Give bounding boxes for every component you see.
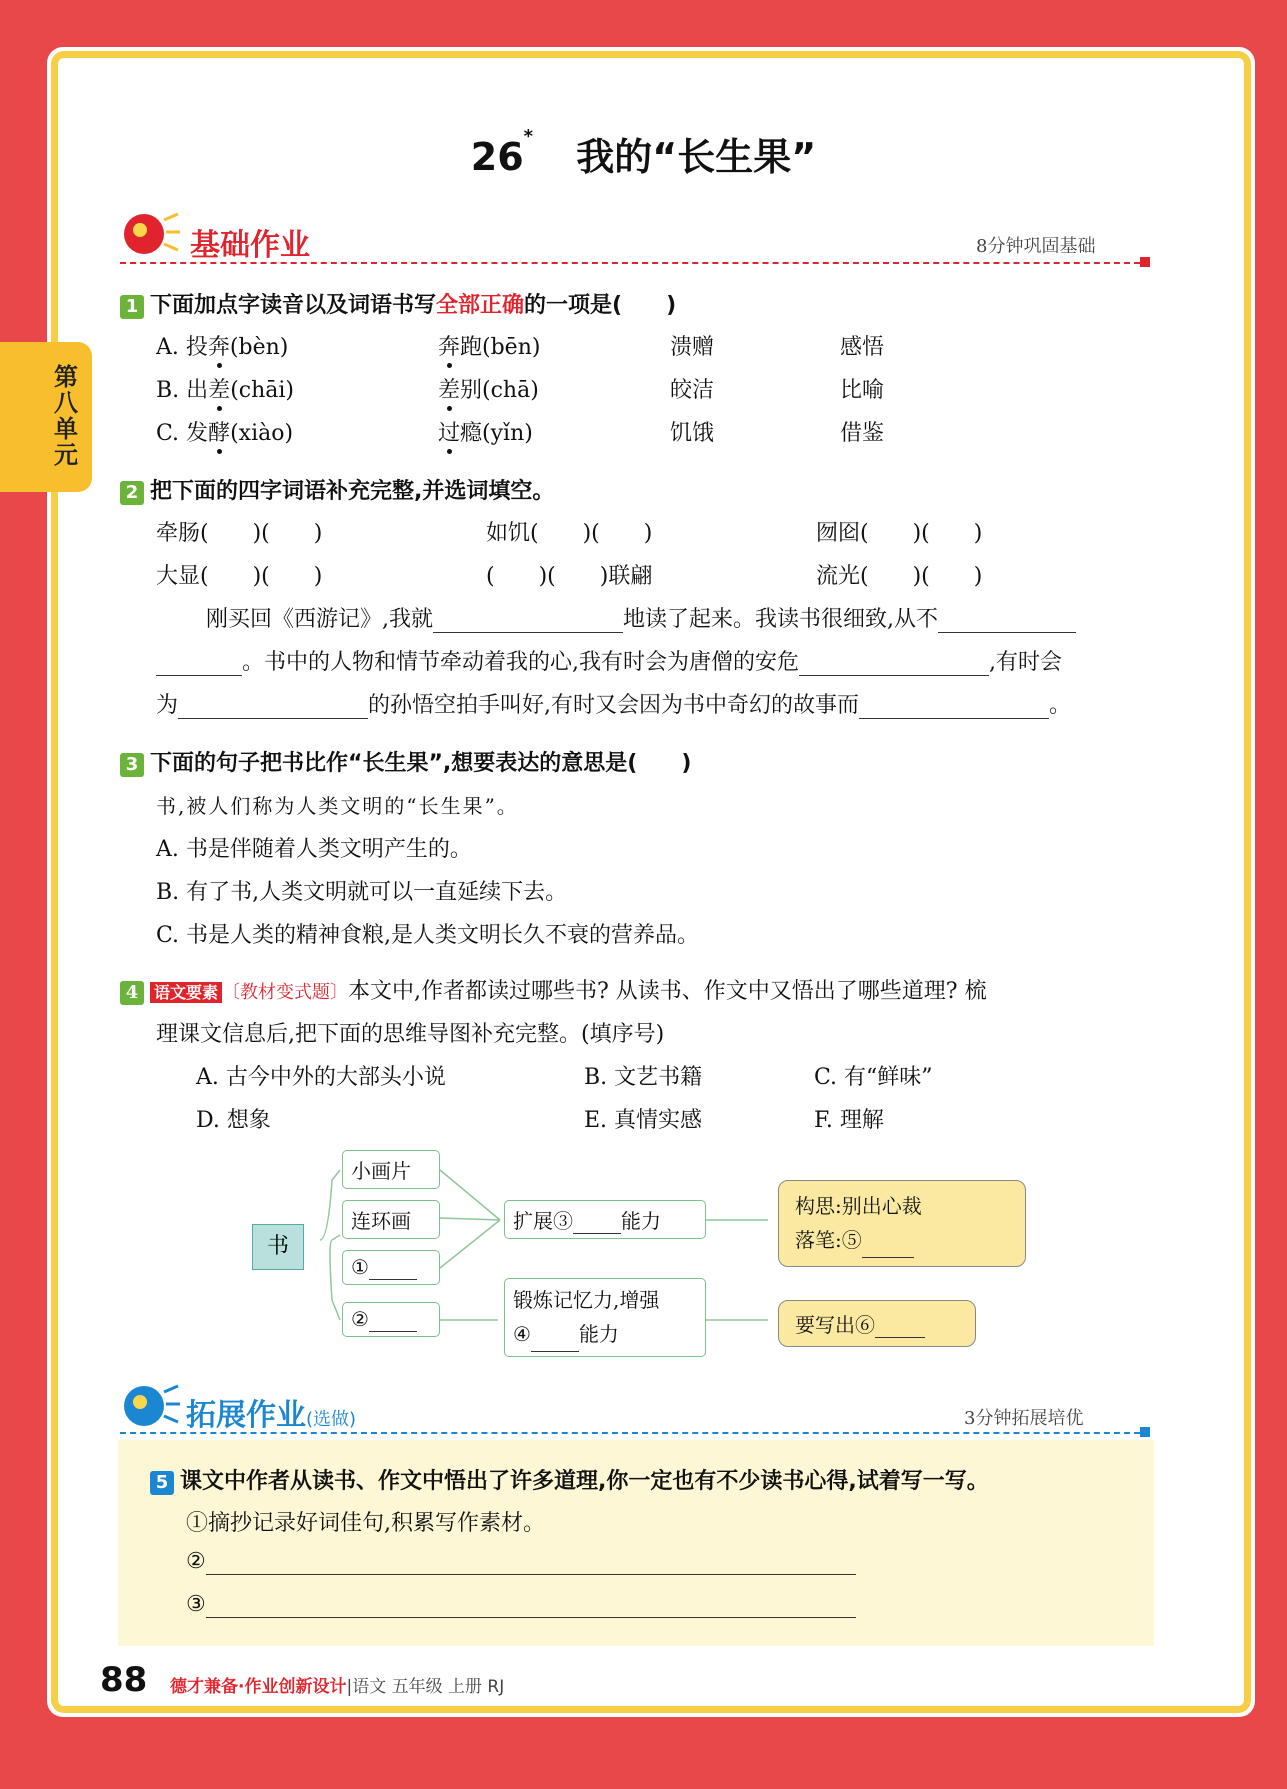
mindmap-mid-1[interactable]: 扩展③ 能力	[504, 1200, 706, 1239]
q2-idiom-4: 大显( )( )	[156, 564, 323, 589]
q1-a-word2: 奔跑(bēn)	[438, 335, 541, 360]
mindmap-root: 书	[252, 1224, 304, 1270]
q2-blank-2b[interactable]	[156, 650, 242, 676]
expand-optional: (选做)	[306, 1409, 357, 1430]
q2-passage-line2: 。书中的人物和情节牵动着我的心,我有时会为唐僧的安危 ,有时会	[156, 645, 1062, 676]
mindmap-branch-3[interactable]: ①	[342, 1250, 440, 1285]
q4-text1: 本文中,作者都读过哪些书? 从读书、作文中又悟出了哪些道理? 梳	[348, 979, 987, 1004]
mindmap-leaf-1[interactable]: 构思:别出心裁 落笔:⑤	[778, 1180, 1026, 1267]
q2-blank-1[interactable]	[433, 607, 623, 633]
lesson-title: 我的“长生果”	[576, 135, 817, 179]
basic-note: 8分钟巩固基础	[976, 236, 1096, 257]
q1-text-a: 下面加点字读音以及词语书写	[150, 293, 437, 318]
q2-blank-3[interactable]	[799, 650, 989, 676]
mindmap-branch-2: 连环画	[342, 1200, 440, 1239]
q3-stem	[120, 746, 691, 777]
q4-option-c: C. 有“鲜味”	[814, 1065, 933, 1090]
q3-option-b: B. 有了书,人类文明就可以一直延续下去。	[156, 880, 568, 905]
q4-stem-line2: 理课文信息后,把下面的思维导图补充完整。(填序号)	[156, 1022, 665, 1047]
q2-stem	[120, 474, 554, 505]
mindmap-mid-2[interactable]: 锻炼记忆力,增强 ④ 能力	[504, 1278, 706, 1357]
mindmap-leaf-2[interactable]: 要写出⑥	[778, 1300, 976, 1347]
q2-idiom-6: 流光( )( )	[816, 564, 983, 589]
q3-text: 下面的句子把书比作“长生果”,想要表达的意思是( )	[150, 751, 692, 776]
q2-blank-5[interactable]	[859, 693, 1049, 719]
q5-text: 课文中作者从读书、作文中悟出了许多道理,你一定也有不少读书心得,试着写一写。	[180, 1469, 989, 1494]
q3-quote: 书,被人们称为人类文明的“长生果”。	[156, 794, 519, 818]
expand-heading: 拓展作业(选做)	[186, 1398, 357, 1433]
q1-option-c: C. 发酵(xiào)	[156, 421, 294, 446]
q4-number: 4	[120, 981, 144, 1005]
q5-line-1: ①摘抄记录好词佳句,积累写作素材。	[186, 1511, 545, 1536]
unit-tab-label: 第八单元	[54, 363, 78, 469]
q1-a-word3: 溃赠	[670, 335, 715, 360]
footer-text: 德才兼备·作业创新设计|语文 五年级 上册 RJ	[170, 1677, 505, 1697]
q1-c-word4: 借鉴	[840, 421, 885, 446]
q2-idiom-2: 如饥( )( )	[486, 521, 653, 546]
q1-number: 1	[120, 295, 144, 319]
expand-note: 3分钟拓展培优	[964, 1408, 1084, 1429]
balloon-icon	[118, 210, 182, 262]
q4-option-e: E. 真情实感	[584, 1108, 703, 1133]
q1-stem	[120, 288, 676, 319]
lesson-mark: *	[523, 126, 534, 147]
q1-b-word4: 比喻	[840, 378, 885, 403]
lightbulb-icon	[118, 1382, 182, 1434]
q3-option-c: C. 书是人类的精神食粮,是人类文明长久不衰的营养品。	[156, 923, 700, 948]
q4-option-d: D. 想象	[196, 1108, 271, 1133]
page-title	[0, 126, 1287, 181]
q1-b-word2: 差别(chā)	[438, 378, 539, 403]
q4-tag: 语文要素	[150, 982, 222, 1003]
q5-number: 5	[150, 1471, 174, 1495]
expand-divider	[120, 1432, 1140, 1434]
lesson-number: 26	[470, 135, 524, 179]
mindmap-branch-1: 小画片	[342, 1150, 440, 1189]
q5-line-3[interactable]: ③	[186, 1592, 856, 1618]
q2-idiom-5: ( )( )联翩	[486, 564, 653, 589]
q4-tag2: 〔教材变式题〕	[222, 982, 349, 1003]
q2-blank-2a[interactable]	[938, 607, 1076, 633]
q4-option-f: F. 理解	[814, 1108, 884, 1133]
q4-option-b: B. 文艺书籍	[584, 1065, 703, 1090]
q2-idiom-3: 囫囵( )( )	[816, 521, 983, 546]
q2-text: 把下面的四字词语补充完整,并选词填空。	[150, 479, 555, 504]
q3-option-a: A. 书是伴随着人类文明产生的。	[156, 837, 472, 862]
page-number: 88	[100, 1660, 148, 1700]
expand-divider-end	[1140, 1427, 1150, 1437]
q1-c-word2: 过瘾(yǐn)	[438, 421, 533, 446]
q1-a-word4: 感悟	[840, 335, 885, 360]
q5-stem	[150, 1464, 989, 1495]
footer-brand: 德才兼备·作业创新设计	[170, 1677, 347, 1697]
q1-option-a: A. 投奔(bèn)	[156, 335, 289, 360]
footer-info: 语文 五年级 上册 RJ	[352, 1677, 505, 1697]
q1-option-b: B. 出差(chāi)	[156, 378, 294, 403]
q2-idiom-1: 牵肠( )( )	[156, 521, 323, 546]
q5-line-2[interactable]: ②	[186, 1549, 856, 1575]
q1-text-b: 的一项是( )	[524, 293, 677, 318]
q3-number: 3	[120, 753, 144, 777]
q1-c-word3: 饥饿	[670, 421, 715, 446]
divider-end	[1140, 257, 1150, 267]
q4-option-a: A. 古今中外的大部头小说	[196, 1065, 446, 1090]
basic-heading: 基础作业	[190, 228, 310, 263]
unit-tab	[0, 342, 92, 492]
q1-text-red: 全部正确	[436, 293, 525, 318]
q2-number: 2	[120, 481, 144, 505]
q2-passage-line3: 为 的孙悟空拍手叫好,有时又会因为书中奇幻的故事而 。	[156, 693, 1072, 718]
q2-passage-line1: 刚买回《西游记》,我就 地读了起来。我读书很细致,从不	[206, 602, 1076, 633]
mindmap-branch-4[interactable]: ②	[342, 1302, 440, 1337]
q1-b-word3: 皎洁	[670, 378, 715, 403]
q2-blank-4[interactable]	[178, 693, 368, 719]
basic-divider	[120, 262, 1140, 264]
q4-stem-line1	[120, 974, 987, 1005]
